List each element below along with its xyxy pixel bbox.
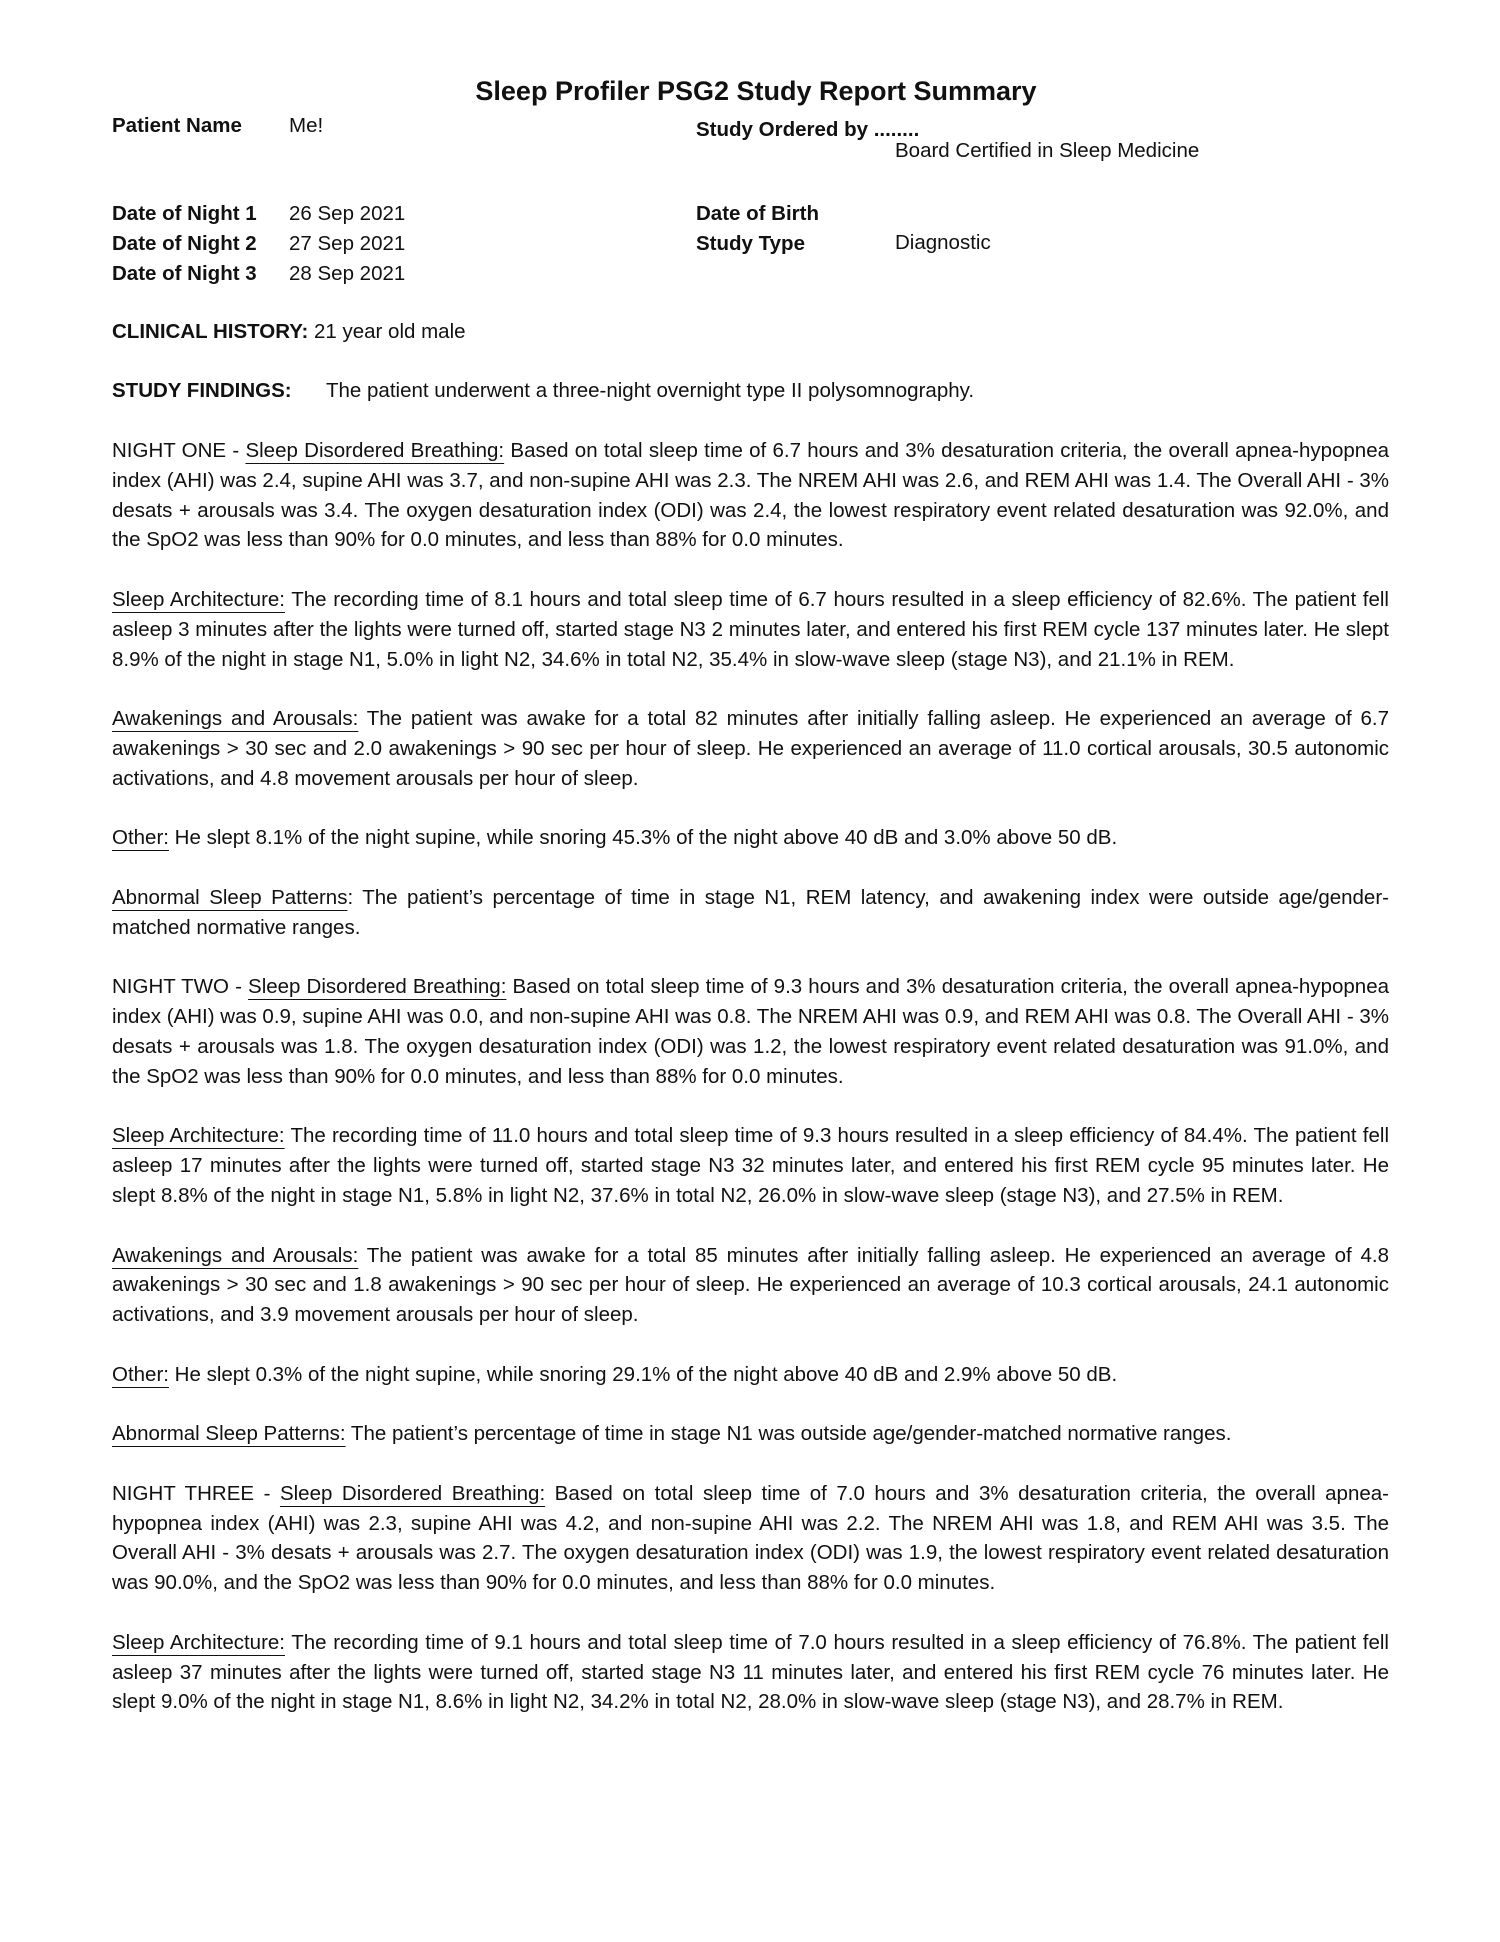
night-label: NIGHT TWO - bbox=[112, 975, 249, 999]
night2-date: 27 Sep 2021 bbox=[289, 232, 406, 255]
section-heading: Other: bbox=[112, 826, 169, 850]
findings-body bbox=[112, 436, 1389, 1747]
night-label: NIGHT ONE - bbox=[112, 439, 246, 462]
paragraph-text: He slept 0.3% of the night supine, while snoring 29.1% of the night above 40 dB and 2.9% above 50 dB. bbox=[168, 1362, 1118, 1386]
finding-paragraph bbox=[112, 1479, 1389, 1598]
finding-paragraph bbox=[112, 1628, 1389, 1717]
finding-paragraph bbox=[112, 883, 1389, 943]
finding-paragraph bbox=[112, 1121, 1389, 1210]
paragraph-text: The patient was awake for a total 85 minutes after initially falling asleep. He experienced an average of 4.8 awakenings > 30 sec and 1.8 awakenings > 90 sec per hour of sleep. He experienced an average of 10.3 cortical arousals, 24.1 autonomic activations, and 3.9 movement arousals per hour of sleep. bbox=[112, 1243, 1390, 1327]
section-heading: Sleep Architecture: bbox=[112, 587, 285, 611]
section-heading: Other: bbox=[112, 1362, 169, 1386]
paragraph-text: The patient was awake for a total 82 minutes after initially falling asleep. He experienced an average of 6.7 awakenings > 30 sec and 2.0 awakenings > 90 sec per hour of sleep. He experienced an average of 11.0 cortical arousals, 30.5 autonomic activations, and 4.8 movement arousals per hour of sleep. bbox=[112, 707, 1390, 790]
study-findings bbox=[112, 381, 974, 402]
night-label: NIGHT THREE - bbox=[112, 1481, 280, 1505]
patient-name-value: Me! bbox=[289, 114, 324, 137]
clinical-history-value: 21 year old male bbox=[313, 320, 466, 343]
finding-paragraph bbox=[112, 436, 1389, 555]
night1-label: Date of Night 1 bbox=[112, 202, 257, 225]
patient-name-label: Patient Name bbox=[112, 114, 242, 137]
finding-paragraph bbox=[112, 1360, 1389, 1390]
paragraph-text: The recording time of 9.1 hours and total sleep time of 7.0 hours resulted in a sleep efficiency of 76.8%. The patient fell asleep 37 minutes after the lights were turned off, started stage N3 11 minutes later, and entered his first REM cycle 76 minutes later. He slept 9.0% of the night in stage N1, 8.6% in light N2, 34.2% in total N2, 28.0% in slow-wave sleep (stage N3), and 28.7% in REM. bbox=[112, 1630, 1389, 1714]
finding-paragraph bbox=[112, 1419, 1389, 1449]
dob-label: Date of Birth bbox=[696, 202, 819, 225]
finding-paragraph bbox=[112, 585, 1389, 674]
clinical-history bbox=[112, 322, 466, 343]
study-findings-label: STUDY FINDINGS: bbox=[112, 379, 292, 402]
finding-paragraph bbox=[112, 823, 1389, 853]
paragraph-text: The recording time of 11.0 hours and total sleep time of 9.3 hours resulted in a sleep efficiency of 84.4%. The patient fell asleep 17 minutes after the lights were turned off, started stage N3 32 minutes later, and entered his first REM cycle 95 minutes later. He slept 8.8% of the night in stage N1, 5.8% in light N2, 37.6% in total N2, 26.0% in slow-wave sleep (stage N3), and 27.5% in REM. bbox=[112, 1124, 1389, 1207]
study-ordered-sub: Board Certified in Sleep Medicine bbox=[895, 139, 1200, 162]
clinical-history-label: CLINICAL HISTORY: bbox=[112, 320, 309, 343]
paragraph-text: Based on total sleep time of 7.0 hours and 3% desaturation criteria, the overall apnea-hypopnea index (AHI) was 2.3, supine AHI was 4.2, and non-supine AHI was 2.2. The NREM AHI was 1.8, and REM AHI was 3.5. The Overall AHI - 3% desats + arousals was 2.7. The oxygen desaturation index (ODI) was 1.9, the lowest respiratory event related desaturation was 90.0%, and the SpO2 was less than 90% for 0.0 minutes, and less than 88% for 0.0 minutes. bbox=[112, 1481, 1389, 1595]
paragraph-text: The patient’s percentage of time in stage N1 was outside age/gender-matched normative ranges. bbox=[345, 1422, 1232, 1446]
study-findings-value: The patient underwent a three-night overnight type II polysomnography. bbox=[326, 379, 975, 402]
paragraph-text: The recording time of 8.1 hours and total sleep time of 6.7 hours resulted in a sleep efficiency of 82.6%. The patient fell asleep 3 minutes after the lights were turned off, started stage N3 2 minutes later, and entered his first REM cycle 137 minutes later. He slept 8.9% of the night in stage N1, 5.0% in light N2, 34.6% in total N2, 35.4% in slow-wave sleep (stage N3), and 21.1% in REM. bbox=[112, 587, 1389, 671]
section-heading: Sleep Architecture: bbox=[112, 1630, 285, 1654]
paragraph-text: Based on total sleep time of 6.7 hours and 3% desaturation criteria, the overall apnea-hypopnea index (AHI) was 2.4, supine AHI was 3.7, and non-supine AHI was 2.3. The NREM AHI was 2.6, and REM AHI was 1.4. The Overall AHI - 3% desats + arousals was 3.4. The oxygen desaturation index (ODI) was 2.4, the lowest respiratory event related desaturation was 92.0%, and the SpO2 was less than 90% for 0.0 minutes, and less than 88% for 0.0 minutes. bbox=[112, 439, 1390, 552]
study-type-value: Diagnostic bbox=[895, 231, 991, 254]
section-heading: Awakenings and Arousals: bbox=[112, 707, 359, 731]
section-heading: Sleep Disordered Breathing: bbox=[248, 975, 507, 999]
study-ordered-label: Study Ordered by ........ bbox=[696, 118, 920, 141]
night2-label: Date of Night 2 bbox=[112, 232, 257, 255]
paragraph-text: Based on total sleep time of 9.3 hours and 3% desaturation criteria, the overall apnea-hypopnea index (AHI) was 0.9, supine AHI was 0.0, and non-supine AHI was 0.8. The NREM AHI was 0.9, and REM AHI was 0.8. The Overall AHI - 3% desats + arousals was 1.8. The oxygen desaturation index (ODI) was 1.2, the lowest respiratory event related desaturation was 91.0%, and the SpO2 was less than 90% for 0.0 minutes, and less than 88% for 0.0 minutes. bbox=[112, 975, 1389, 1088]
finding-paragraph bbox=[112, 1241, 1389, 1330]
study-type-label: Study Type bbox=[696, 232, 805, 255]
night3-label: Date of Night 3 bbox=[112, 262, 257, 285]
finding-paragraph bbox=[112, 704, 1389, 793]
paragraph-text: He slept 8.1% of the night supine, while snoring 45.3% of the night above 40 dB and 3.0% above 50 dB. bbox=[168, 826, 1118, 850]
section-heading: Abnormal Sleep Patterns bbox=[112, 885, 348, 909]
section-heading: Awakenings and Arousals: bbox=[112, 1243, 359, 1267]
section-heading: Sleep Disordered Breathing: bbox=[245, 439, 505, 462]
night3-date: 28 Sep 2021 bbox=[289, 262, 406, 285]
section-heading: Sleep Disordered Breathing: bbox=[279, 1481, 546, 1505]
paragraph-text: : The patient’s percentage of time in stage N1, REM latency, and awakening index were outside age/gender-matched normative ranges. bbox=[112, 885, 1389, 939]
night1-date: 26 Sep 2021 bbox=[289, 202, 406, 225]
page-title: Sleep Profiler PSG2 Study Report Summary bbox=[475, 76, 1037, 106]
finding-paragraph bbox=[112, 972, 1389, 1091]
section-heading: Sleep Architecture: bbox=[112, 1124, 285, 1148]
section-heading: Abnormal Sleep Patterns: bbox=[112, 1422, 346, 1446]
